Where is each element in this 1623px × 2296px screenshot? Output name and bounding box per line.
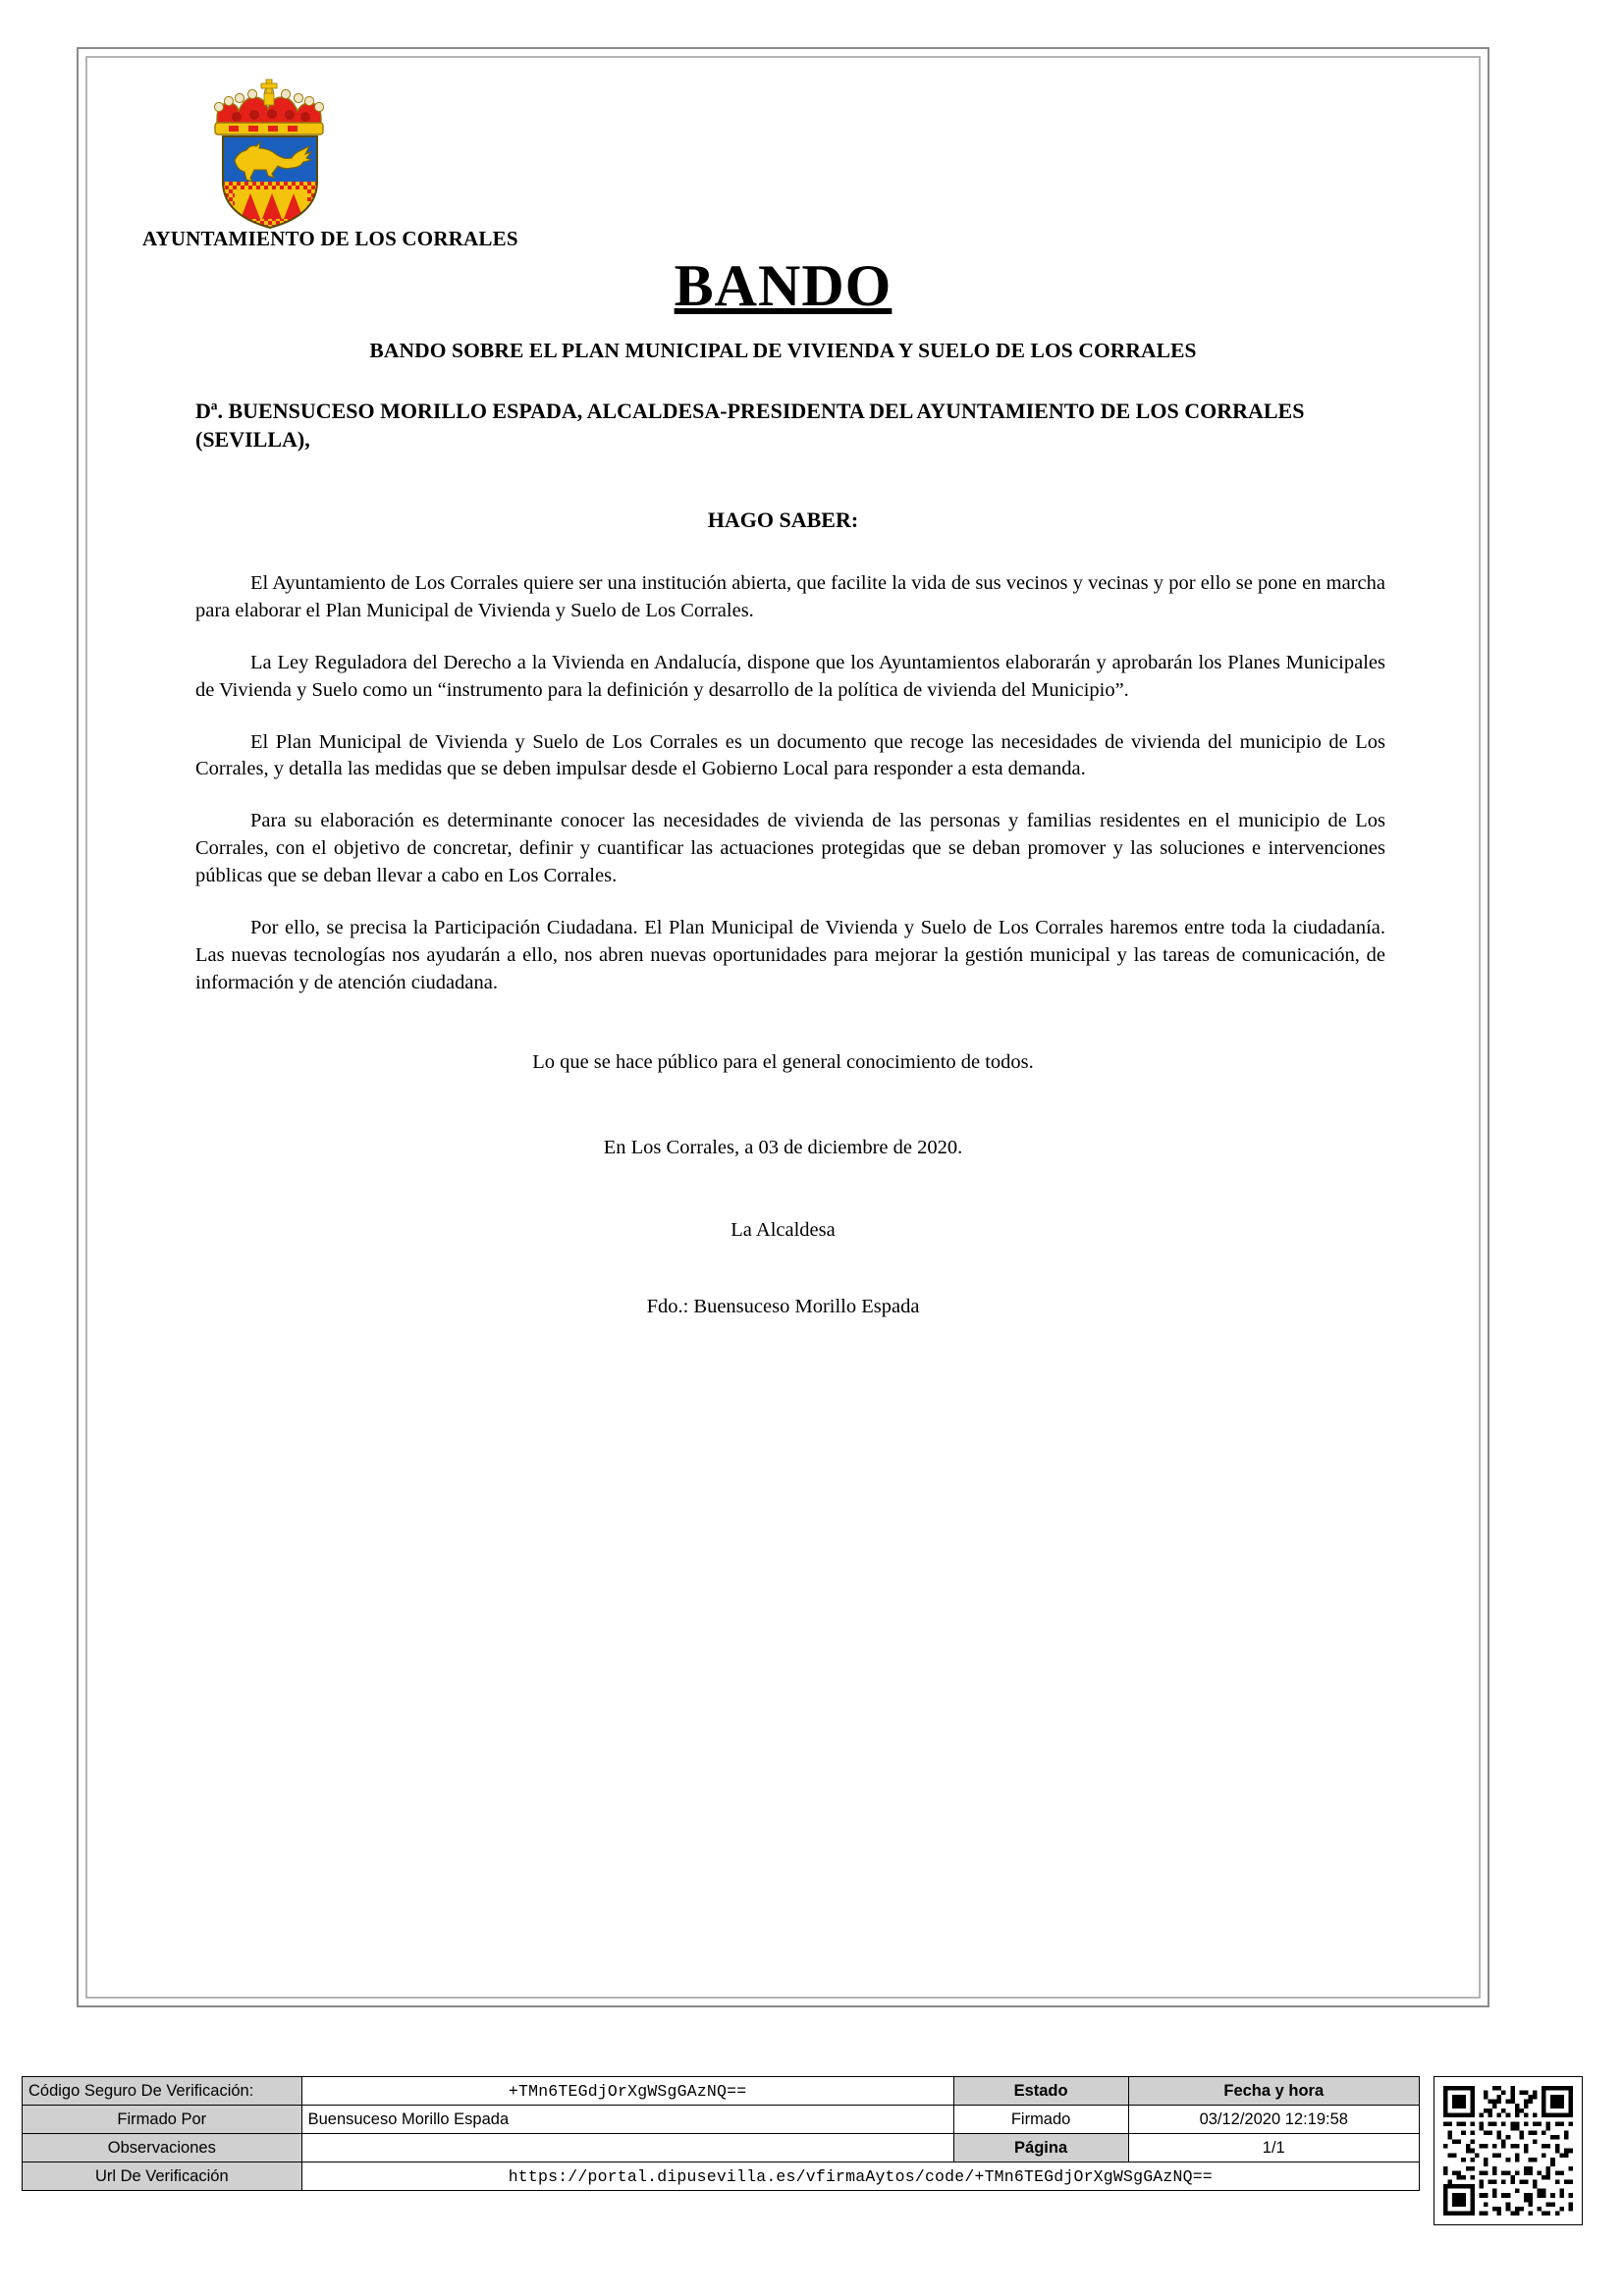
observations-value — [301, 2134, 953, 2163]
page-value: 1/1 — [1128, 2134, 1419, 2163]
document-body — [195, 570, 1385, 1022]
body-paragraph: El Plan Municipal de Vivienda y Suelo de Los Corrales es un documento que recoge las necesidades de vivienda del municipio de Los Corrales, y detalla las medidas que se deben impulsar desde el Gobierno Local para responder a esta demanda. — [195, 730, 1385, 780]
declaration-heading: HAGO SABER: — [707, 507, 859, 532]
url-label: Url De Verificación — [23, 2163, 302, 2191]
datetime-value: 03/12/2020 12:19:58 — [1128, 2106, 1419, 2134]
coat-of-arms-icon — [178, 76, 364, 233]
status-value: Firmado — [953, 2106, 1128, 2134]
table-row — [23, 2077, 1420, 2106]
datetime-header: Fecha y hora — [1128, 2077, 1419, 2106]
table-row — [23, 2134, 1420, 2163]
signed-by-label: Firmado Por — [23, 2106, 302, 2134]
table-row — [23, 2163, 1420, 2191]
signature-name: Fdo.: Buensuceso Morillo Espada — [646, 1296, 920, 1317]
page-title — [87, 252, 1479, 320]
page-title-text: BANDO — [674, 253, 893, 318]
closing-statement: Lo que se hace público para el general conocimiento de todos. — [532, 1051, 1034, 1073]
document-subtitle: BANDO SOBRE EL PLAN MUNICIPAL DE VIVIENDA Y SUELO DE LOS CORRALES — [369, 339, 1197, 362]
csv-label: Código Seguro De Verificación: — [23, 2077, 302, 2106]
verification-table — [22, 2076, 1420, 2191]
url-value[interactable]: https://portal.dipusevilla.es/vfirmaAytos/code/+TMn6TEGdjOrXgWSgGAzNQ== — [301, 2163, 1419, 2191]
document-page-inner-frame — [85, 56, 1481, 1999]
signed-by-value: Buensuceso Morillo Espada — [301, 2106, 953, 2134]
verification-footer — [22, 2076, 1603, 2251]
document-page-outer-frame — [77, 47, 1489, 2007]
place-and-date: En Los Corrales, a 03 de diciembre de 2020. — [603, 1137, 963, 1158]
csv-value: +TMn6TEGdjOrXgWSgGAzNQ== — [301, 2077, 953, 2106]
body-paragraph: El Ayuntamiento de Los Corrales quiere ser una institución abierta, que facilite la vida de sus vecinos y vecinas y por ello se pone en marcha para elaborar el Plan Municipal de Vivienda y Suelo de Los Corrales. — [195, 572, 1385, 621]
body-paragraph: Para su elaboración es determinante conocer las necesidades de vivienda de las personas y familias residentes en el municipio de Los Corrales, con el objetivo de concretar, definir y cuantificar las actuaciones protegidas que se deban promover y las soluciones e intervenciones públicas que se deban llevar a cabo en Los Corrales. — [195, 810, 1385, 886]
observations-label: Observaciones — [23, 2134, 302, 2163]
body-paragraph: Por ello, se precisa la Participación Ciudadana. El Plan Municipal de Vivienda y Suelo de Los Corrales haremos entre toda la ciudadanía. Las nuevas tecnologías nos ayudarán a ello, nos abren nuevas oportunidades para mejorar la gestión municipal y las tareas de comunicación, de información y de atención ciudadana. — [195, 916, 1385, 993]
issuing-authority: Dª. BUENSUCESO MORILLO ESPADA, ALCALDESA-PRESIDENTA DEL AYUNTAMIENTO DE LOS CORRALES (SEVILLA), — [195, 399, 1305, 453]
body-paragraph: La Ley Reguladora del Derecho a la Vivienda en Andalucía, dispone que los Ayuntamientos elaborarán y aprobarán los Planes Municipales de Vivienda y Suelo como un “instrumento para la definición y desarrollo de la política de vivienda del Municipio”. — [195, 651, 1385, 701]
qr-code-icon[interactable] — [1434, 2076, 1583, 2225]
page-label: Página — [953, 2134, 1128, 2163]
organization-name: AYUNTAMIENTO DE LOS CORRALES — [142, 227, 518, 250]
document-content — [87, 58, 1479, 1997]
table-row — [23, 2106, 1420, 2134]
signature-role: La Alcaldesa — [730, 1219, 836, 1241]
status-header: Estado — [953, 2077, 1128, 2106]
